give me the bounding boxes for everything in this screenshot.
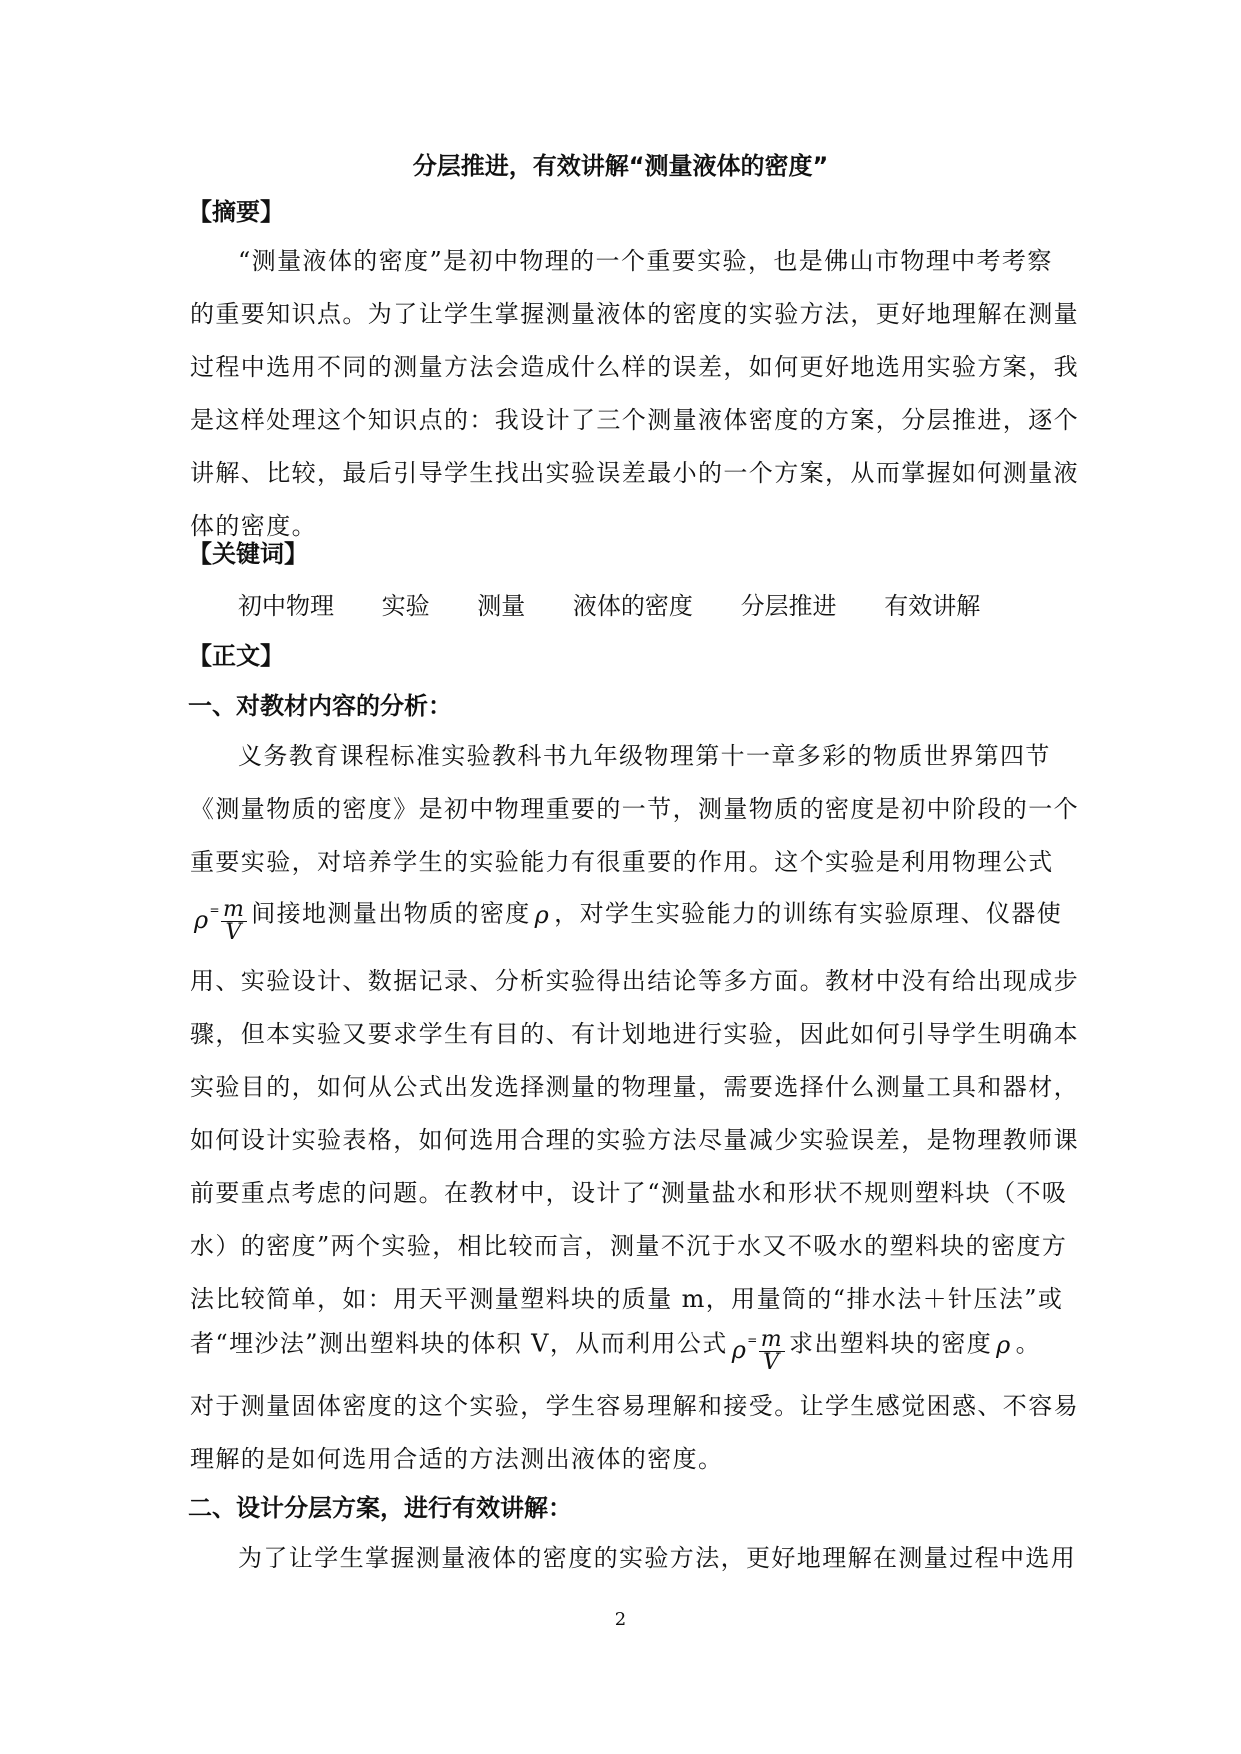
section2-paragraph — [190, 1532, 1077, 1585]
section1-line: 理解的是如何选用合适的方法测出液体的密度。 — [190, 1445, 724, 1473]
formula-numerator: m — [760, 1327, 783, 1352]
section1-paragraph-b — [190, 955, 1079, 1326]
formula-line-2-tail: 求出塑料块的密度 — [788, 1329, 993, 1358]
formula-line-1-tail: ，对学生实验能力的训练有实验原理、仪器使 — [554, 899, 1063, 928]
abstract-line: 的重要知识点。为了让学生掌握测量液体的密度的实验方法，更好地理解在测量 — [190, 300, 1079, 328]
formula-line-1 — [190, 880, 1063, 945]
density-formula — [194, 880, 247, 950]
keyword: 实验 — [381, 592, 430, 620]
formula-equals: = — [747, 1333, 759, 1347]
density-symbol: ρ — [996, 1331, 1012, 1359]
keyword: 有效讲解 — [884, 592, 981, 620]
density-symbol: ρ — [534, 901, 551, 929]
abstract-line: “测量液体的密度”是初中物理的一个重要实验，也是佛山市物理中考考察 — [238, 247, 1053, 275]
body-heading: 【正文】 — [188, 642, 284, 670]
section2-line: 为了让学生掌握测量液体的密度的实验方法，更好地理解在测量过程中选用 — [238, 1544, 1077, 1572]
abstract-line: 过程中选用不同的测量方法会造成什么样的误差，如何更好地选用实验方案，我 — [190, 353, 1079, 381]
section1-line: 水）的密度”两个实验，相比较而言，测量不沉于水又不吸水的塑料块的密度方 — [190, 1232, 1068, 1260]
section1-line: 用、实验设计、数据记录、分析实验得出结论等多方面。教材中没有给出现成步 — [190, 967, 1079, 995]
section1-line: 《测量物质的密度》是初中物理重要的一节，测量物质的密度是初中阶段的一个 — [190, 795, 1079, 823]
section1-line: 如何设计实验表格，如何选用合理的实验方法尽量减少实验误差，是物理教师课 — [190, 1126, 1079, 1154]
formula-fraction — [759, 1329, 785, 1374]
abstract-line: 讲解、比较，最后引导学生找出实验误差最小的一个方案，从而掌握如何测量液 — [190, 459, 1079, 487]
abstract-line: 是这样处理这个知识点的：我设计了三个测量液体密度的方案，分层推进，逐个 — [190, 406, 1079, 434]
formula-fraction — [221, 899, 247, 944]
abstract-line: 体的密度。 — [190, 512, 317, 540]
density-formula-2 — [732, 1310, 785, 1380]
formula-line-2-end: 。 — [1015, 1329, 1042, 1358]
formula-denominator: V — [225, 920, 243, 945]
section1-line: 前要重点考虑的问题。在教材中，设计了“测量盐水和形状不规则塑料块（不吸 — [190, 1179, 1068, 1207]
abstract-paragraph — [190, 235, 1079, 553]
formula-equals: = — [209, 903, 221, 917]
formula-rho: ρ — [194, 906, 210, 934]
abstract-heading: 【摘要】 — [188, 198, 284, 226]
formula-rho: ρ — [731, 1336, 748, 1364]
formula-numerator: m — [222, 897, 246, 922]
keyword: 测量 — [477, 592, 526, 620]
section1-line: 重要实验，对培养学生的实验能力有很重要的作用。这个实验是利用物理公式 — [190, 848, 1054, 876]
keywords-heading: 【关键词】 — [188, 540, 308, 568]
keywords-list — [238, 590, 1020, 622]
keyword: 初中物理 — [238, 592, 334, 620]
formula-line-2-text: 者“埋沙法”测出塑料块的体积 V，从而利用公式 — [190, 1329, 728, 1358]
section1-line: 骤，但本实验又要求学生有目的、有计划地进行实验，因此如何引导学生明确本 — [190, 1020, 1079, 1048]
keyword: 液体的密度 — [572, 592, 693, 620]
section1-heading: 一、对教材内容的分析： — [188, 692, 452, 720]
section1-line: 法比较简单，如：用天平测量塑料块的质量 m，用量筒的“排水法＋针压法”或 — [190, 1285, 1064, 1313]
formula-denominator: V — [763, 1350, 781, 1375]
section1-paragraph-c — [190, 1380, 1079, 1486]
formula-line-1-text: 间接地测量出物质的密度 — [251, 899, 531, 928]
page-number: 2 — [614, 1609, 627, 1630]
keyword: 分层推进 — [740, 592, 837, 620]
document-title: 分层推进，有效讲解“测量液体的密度” — [412, 152, 829, 180]
section1-line: 对于测量固体密度的这个实验，学生容易理解和接受。让学生感觉困惑、不容易 — [190, 1392, 1079, 1420]
section2-heading: 二、设计分层方案，进行有效讲解： — [188, 1494, 572, 1522]
formula-line-2 — [190, 1310, 1052, 1375]
section1-line: 义务教育课程标准实验教科书九年级物理第十一章多彩的物质世界第四节 — [238, 742, 1051, 770]
section1-line: 实验目的，如何从公式出发选择测量的物理量，需要选择什么测量工具和器材， — [190, 1073, 1079, 1101]
section1-paragraph — [190, 730, 1079, 889]
